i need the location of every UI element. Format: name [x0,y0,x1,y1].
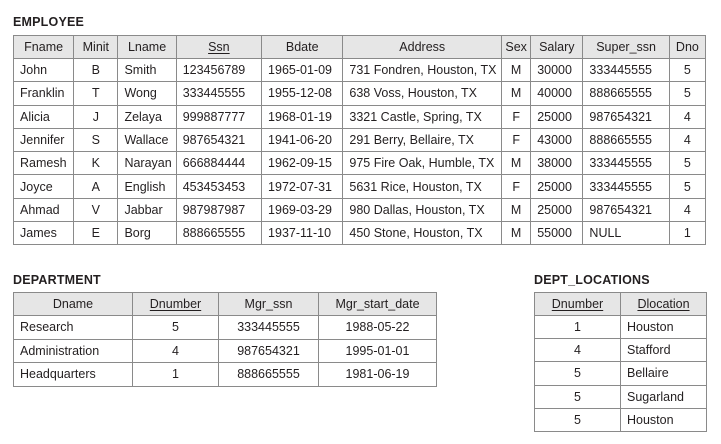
dept-locations-table-cell: Houston [621,408,707,431]
employee-table-cell: 1 [669,222,705,245]
employee-col-salary: Salary [531,36,583,59]
employee-table-cell: 1965-01-09 [262,59,343,82]
employee-table-cell: Jabbar [118,198,176,221]
employee-table-cell: 975 Fire Oak, Humble, TX [343,152,502,175]
employee-table-cell: F [502,128,531,151]
employee-table-cell: 888665555 [583,82,669,105]
employee-table-cell: T [74,82,118,105]
employee-table-cell: 999887777 [176,105,261,128]
employee-col-address: Address [343,36,502,59]
employee-table-cell: 987654321 [176,128,261,151]
employee-title: EMPLOYEE [13,15,85,29]
department-table-cell: Research [14,316,133,340]
employee-table-cell: 25000 [531,198,583,221]
dept-locations-table-row [535,316,707,339]
employee-table-cell: 5 [669,59,705,82]
department-table-cell: 5 [133,316,219,340]
dept-locations-table-cell: 5 [535,385,621,408]
employee-table-cell: Jennifer [14,128,74,151]
department-table-cell: 1995-01-01 [319,339,437,363]
dept-locations-table-cell: Stafford [621,339,707,362]
employee-table-cell: 4 [669,105,705,128]
employee-table-cell: E [74,222,118,245]
employee-table-row [14,59,706,82]
employee-table-cell: F [502,105,531,128]
department-table-cell: Administration [14,339,133,363]
department-table [13,292,437,387]
employee-table-cell: 1972-07-31 [262,175,343,198]
employee-table-cell: 1955-12-08 [262,82,343,105]
employee-table-cell: 987654321 [583,105,669,128]
department-table-cell: 1 [133,363,219,387]
employee-table-cell: Borg [118,222,176,245]
department-col-mgr-ssn: Mgr_ssn [219,293,319,316]
department-table-cell: 1988-05-22 [319,316,437,340]
employee-col-fname: Fname [14,36,74,59]
dept-locations-col-dnumber-label: Dnumber [551,297,604,311]
employee-table-row [14,198,706,221]
employee-table-cell: 291 Berry, Bellaire, TX [343,128,502,151]
department-title: DEPARTMENT [13,273,101,287]
department-table-cell: 888665555 [219,363,319,387]
employee-table-cell: Zelaya [118,105,176,128]
employee-table-cell: 1962-09-15 [262,152,343,175]
employee-col-lname: Lname [118,36,176,59]
department-table-row [14,339,437,363]
employee-table-cell: 1941-06-20 [262,128,343,151]
employee-table-row [14,82,706,105]
employee-col-bdate: Bdate [262,36,343,59]
department-table-row [14,316,437,340]
employee-table-cell: 638 Voss, Houston, TX [343,82,502,105]
employee-table-cell: Ahmad [14,198,74,221]
employee-table-cell: 987987987 [176,198,261,221]
employee-table-cell: Joyce [14,175,74,198]
employee-col-dno: Dno [669,36,705,59]
employee-table-cell: English [118,175,176,198]
employee-table-cell: 38000 [531,152,583,175]
employee-table-cell: 5 [669,82,705,105]
department-col-dnumber [133,293,219,316]
department-col-dnumber-label: Dnumber [149,297,202,311]
employee-table-cell: 888665555 [583,128,669,151]
employee-table-cell: 987654321 [583,198,669,221]
dept-locations-table-cell: 1 [535,316,621,339]
dept-locations-table-cell: 5 [535,408,621,431]
dept-locations-table-cell: Sugarland [621,385,707,408]
employee-table-cell: M [502,222,531,245]
employee-table-cell: S [74,128,118,151]
employee-table-cell: M [502,198,531,221]
employee-table-cell: Narayan [118,152,176,175]
employee-table-cell: 43000 [531,128,583,151]
employee-table-cell: 55000 [531,222,583,245]
employee-table-cell: 1969-03-29 [262,198,343,221]
employee-table-cell: NULL [583,222,669,245]
employee-table-cell: B [74,59,118,82]
department-header-row [14,293,437,316]
dept-locations-table-row [535,339,707,362]
employee-table-cell: 333445555 [583,59,669,82]
employee-table-cell: John [14,59,74,82]
department-table-cell: 1981-06-19 [319,363,437,387]
employee-table-cell: 123456789 [176,59,261,82]
dept-locations-table-cell: Bellaire [621,362,707,385]
dept-locations-table-row [535,362,707,385]
employee-table-cell: 731 Fondren, Houston, TX [343,59,502,82]
employee-table-cell: 888665555 [176,222,261,245]
employee-table-cell: 450 Stone, Houston, TX [343,222,502,245]
department-col-mgr-start-date: Mgr_start_date [319,293,437,316]
employee-table-cell: 453453453 [176,175,261,198]
employee-table-cell: F [502,175,531,198]
dept-locations-col-dlocation [621,293,707,316]
employee-table-cell: 25000 [531,105,583,128]
dept-locations-col-dlocation-label: Dlocation [637,297,690,311]
employee-table-cell: 5 [669,175,705,198]
employee-table-cell: A [74,175,118,198]
employee-col-super-ssn: Super_ssn [583,36,669,59]
employee-table-cell: M [502,59,531,82]
employee-col-minit: Minit [74,36,118,59]
employee-table-row [14,105,706,128]
employee-col-ssn-label: Ssn [208,40,230,54]
dept-locations-title: DEPT_LOCATIONS [534,273,650,287]
employee-table-cell: Alicia [14,105,74,128]
employee-table-cell: James [14,222,74,245]
dept-locations-table [534,292,707,432]
employee-table-cell: K [74,152,118,175]
employee-table-cell: 4 [669,128,705,151]
employee-table-row [14,222,706,245]
employee-table-cell: V [74,198,118,221]
employee-table-cell: M [502,82,531,105]
employee-table-cell: 1937-11-10 [262,222,343,245]
employee-table-cell: Wong [118,82,176,105]
employee-col-sex: Sex [502,36,531,59]
employee-table-row [14,175,706,198]
employee-table-cell: 980 Dallas, Houston, TX [343,198,502,221]
employee-table-cell: 5 [669,152,705,175]
department-table-cell: 4 [133,339,219,363]
dept-locations-table-cell: 4 [535,339,621,362]
employee-table-cell: 25000 [531,175,583,198]
employee-table-cell: M [502,152,531,175]
employee-table-row [14,128,706,151]
employee-table-cell: Wallace [118,128,176,151]
employee-table-cell: 3321 Castle, Spring, TX [343,105,502,128]
employee-header-row [14,36,706,59]
department-table-row [14,363,437,387]
employee-table-cell: 1968-01-19 [262,105,343,128]
employee-table-cell: 4 [669,198,705,221]
employee-table-cell: Franklin [14,82,74,105]
employee-table-cell: Smith [118,59,176,82]
employee-table-cell: 333445555 [176,82,261,105]
department-col-dname: Dname [14,293,133,316]
employee-table-cell: 333445555 [583,152,669,175]
dept-locations-col-dnumber [535,293,621,316]
employee-table-row [14,152,706,175]
employee-col-ssn [176,36,261,59]
department-table-cell: 987654321 [219,339,319,363]
dept-locations-table-row [535,385,707,408]
employee-table-cell: J [74,105,118,128]
employee-table-cell: 40000 [531,82,583,105]
employee-table [13,35,706,245]
dept-locations-table-cell: Houston [621,316,707,339]
employee-table-cell: 5631 Rice, Houston, TX [343,175,502,198]
employee-table-cell: 666884444 [176,152,261,175]
employee-table-cell: 333445555 [583,175,669,198]
dept-locations-header-row [535,293,707,316]
employee-table-cell: 30000 [531,59,583,82]
department-table-cell: Headquarters [14,363,133,387]
dept-locations-table-row [535,408,707,431]
department-table-cell: 333445555 [219,316,319,340]
dept-locations-table-cell: 5 [535,362,621,385]
employee-table-cell: Ramesh [14,152,74,175]
